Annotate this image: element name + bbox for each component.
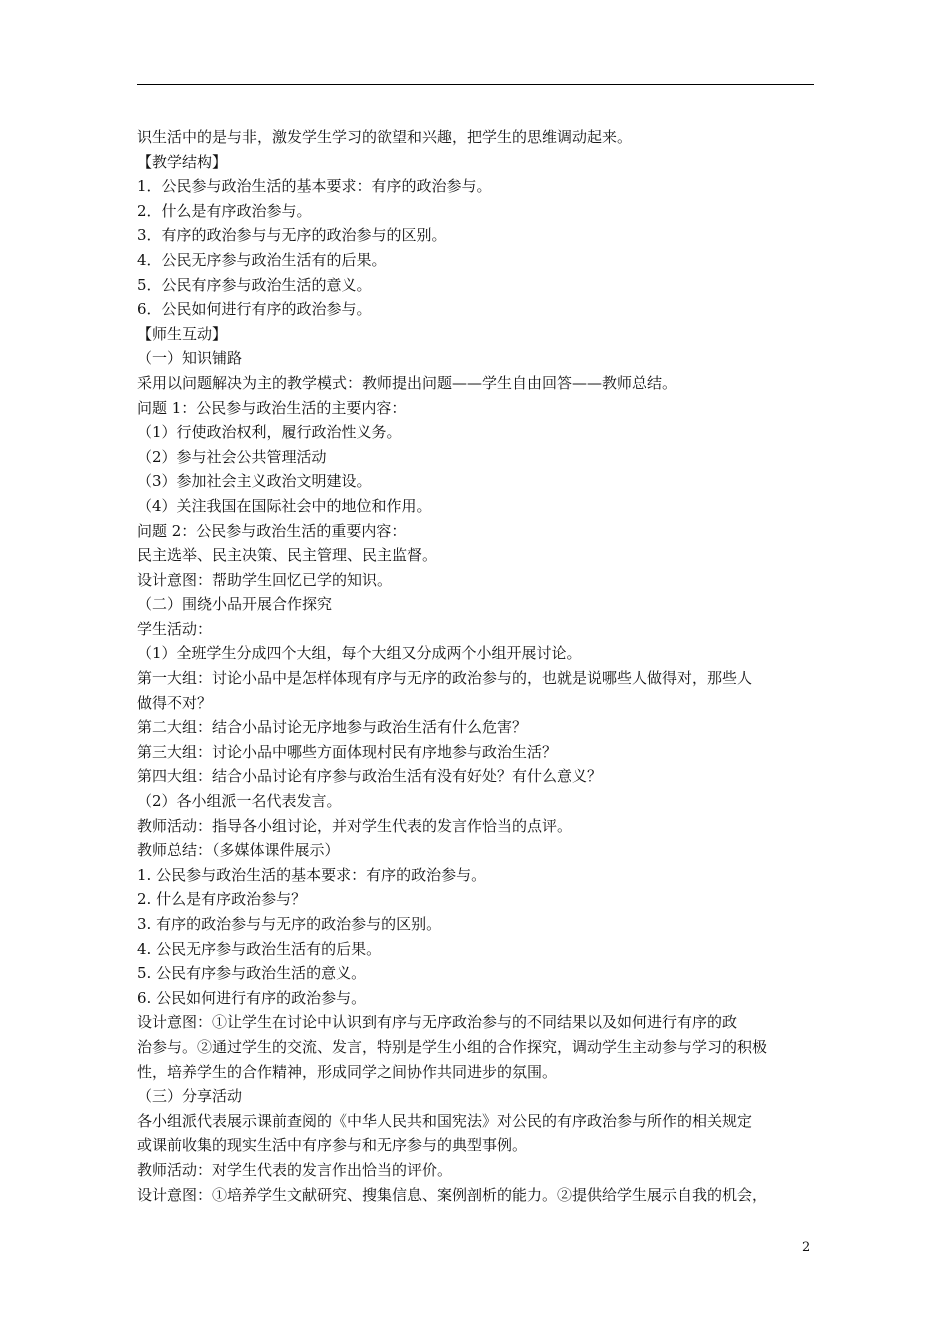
text-line: 学生活动：: [137, 619, 213, 638]
list-item: 5. 公民有序参与政治生活的意义。: [137, 964, 367, 983]
subsection-heading: （二）围绕小品开展合作探究: [137, 595, 333, 614]
text-line: 设计意图：①培养学生文献研究、搜集信息、案例剖析的能力。②提供给学生展示自我的机会，: [137, 1185, 768, 1204]
list-item: （3）参加社会主义政治文明建设。: [137, 472, 372, 491]
section-heading: 【教学结构】: [137, 152, 228, 171]
text-line: 第一大组：讨论小品中是怎样体现有序与无序的政治参与的，也就是说哪些人做得对，那些人: [137, 669, 753, 688]
list-item: （1）行使政治权利，履行政治性义务。: [137, 423, 402, 442]
text-line: 各小组派代表展示课前查阅的《中华人民共和国宪法》对公民的有序政治参与所作的相关规定: [137, 1111, 753, 1130]
list-item: （2）参与社会公共管理活动: [137, 447, 327, 466]
page-number: 2: [802, 1240, 811, 1255]
header-rule: [137, 84, 814, 85]
list-item: 4. 公民无序参与政治生活有的后果。: [137, 939, 382, 958]
list-item: 5．公民有序参与政治生活的意义。: [137, 275, 372, 294]
text-line: 第三大组：讨论小品中哪些方面体现村民有序地参与政治生活？: [137, 742, 558, 761]
section-heading: 【师生互动】: [137, 324, 228, 343]
text-line: 采用以问题解决为主的教学模式：教师提出问题——学生自由回答——教师总结。: [137, 373, 678, 392]
list-item: 2. 什么是有序政治参与？: [137, 890, 307, 909]
text-line: 性，培养学生的合作精神，形成同学之间协作共同进步的氛围。: [137, 1062, 558, 1081]
list-item: （1）全班学生分成四个大组，每个大组又分成两个小组开展讨论。: [137, 644, 582, 663]
text-line: 设计意图：帮助学生回忆已学的知识。: [137, 570, 393, 589]
list-item: 4．公民无序参与政治生活有的后果。: [137, 250, 387, 269]
list-item: 1．公民参与政治生活的基本要求：有序的政治参与。: [137, 177, 492, 196]
text-line: 第四大组：结合小品讨论有序参与政治生活有没有好处？有什么意义？: [137, 767, 603, 786]
list-item: 6．公民如何进行有序的政治参与。: [137, 300, 372, 319]
list-item: 1. 公民参与政治生活的基本要求：有序的政治参与。: [137, 865, 487, 884]
text-line: 问题 2：公民参与政治生活的重要内容：: [137, 521, 407, 540]
list-item: 2．什么是有序政治参与。: [137, 201, 312, 220]
text-line: 做得不对？: [137, 693, 213, 712]
text-line: 第二大组：结合小品讨论无序地参与政治生活有什么危害？: [137, 718, 528, 737]
subsection-heading: （三）分享活动: [137, 1087, 243, 1106]
text-line: 治参与。②通过学生的交流、发言，特别是学生小组的合作探究，调动学生主动参与学习的积极: [137, 1037, 768, 1056]
text-line: 或课前收集的现实生活中有序参与和无序参与的典型事例。: [137, 1136, 528, 1155]
text-line: 设计意图：①让学生在讨论中认识到有序与无序政治参与的不同结果以及如何进行有序的政: [137, 1013, 738, 1032]
list-item: 3．有序的政治参与与无序的政治参与的区别。: [137, 226, 447, 245]
document-body: [137, 125, 816, 1207]
list-item: （2）各小组派一名代表发言。: [137, 792, 342, 811]
text-line: 识生活中的是与非，激发学生学习的欲望和兴趣，把学生的思维调动起来。: [137, 128, 633, 146]
text-line: 教师活动：对学生代表的发言作出恰当的评价。: [137, 1160, 453, 1179]
text-line: 问题 1：公民参与政治生活的主要内容：: [137, 398, 407, 417]
text-line: 教师活动：指导各小组讨论，并对学生代表的发言作恰当的点评。: [137, 816, 573, 835]
list-item: 6. 公民如何进行有序的政治参与。: [137, 988, 367, 1007]
list-item: （4）关注我国在国际社会中的地位和作用。: [137, 496, 432, 515]
list-item: 3. 有序的政治参与与无序的政治参与的区别。: [137, 915, 442, 933]
text-line: 教师总结：（多媒体课件展示）: [137, 841, 340, 860]
text-line: 民主选举、民主决策、民主管理、民主监督。: [137, 546, 438, 565]
subsection-heading: （一）知识铺路: [137, 349, 243, 368]
